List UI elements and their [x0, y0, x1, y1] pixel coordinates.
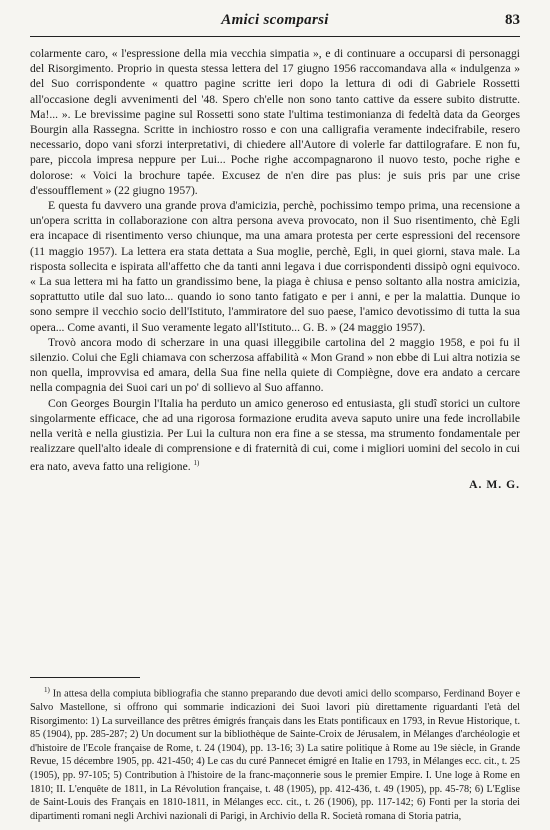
- paragraph-3: Trovò ancora modo di scherzare in una quasi illeggibile cartolina del 2 maggio 1958, e poi fu il silenzio. Colui che Egli chiamava con scherzosa affabilità « Mon Grand » non ebbe di Lui altra notizia se non quella, improvvisa ed amara, della Sua fine nella quiete di Compiègne, dove era andato a cercare nella compagnia dei Suoi cari un po' di sollievo al Suo affanno.: [30, 335, 520, 395]
- footnote-divider: [30, 677, 140, 678]
- footnote-1: [30, 684, 520, 823]
- author-initials: A. M. G.: [469, 477, 520, 491]
- footnote-text: In attesa della compiuta bibliografia che stanno preparando due devoti amici dello scomparso, Ferdinand Boyer e Salvo Mastellone, si offrono qui sommarie indicazioni dei Suoi lavori più direttamente riguardanti l'età del Risorgimento: 1) La surveillance des prêtres émigrés français dans les Etats pontificaux en 1793, in Revue Historique, t. 85 (1904), pp. 285-287; 2) Un document sur la bibliothèque de Sainte-Croix de Jérusalem, in Mélanges d'archéologie et d'histoire de l'Ecole française de Rome, t. 24 (1904), pp. 13-16; 3) La satire politique à Rome au 19e siècle, in Grande Revue, 15 décembre 1905, pp. 421-450; 4) Le cas du curé Pannecet émigré en Italie en 1793, in Mélanges ecc. cit., t. 25 (1905), pp. 97-105; 5) Contribution à l'histoire de la franc-maçonnerie sous le premier Empire. I. Une loge à Rome en 1810; II. L'enquête de 1811, in La Révolution française, t. 48 (1905), pp. 412-436, t. 49 (1905), pp. 45-78; 6) L'Eglise de Saint-Louis des Français en 1810-1811, in Mélanges ecc. cit., t. 26 (1906), pp. 117-142; 6) Fonti per la storia dei dipartimenti romani negli Archivi nazionali di Parigi, in Archivio della R. Società romana di Storia patria,: [30, 688, 520, 822]
- paragraph-4-text: Con Georges Bourgin l'Italia ha perduto un amico generoso ed entusiasta, gli studî storici un cultore singolarmente efficace, che ad una rigorosa formazione erudita aveva saputo unire una fede incrollabile nella verità e nella giustizia. Per Lui la cultura non era fine a se stessa, ma strumento fondamentale per realizzare quell'alto ideale di comprensione e di fraternità di cui, come i migliori uomini del secolo in cui era nato, aveva fatto una religione.: [30, 396, 520, 474]
- running-title: Amici scomparsi: [221, 12, 329, 28]
- page-number: 83: [505, 12, 520, 28]
- footnote: [30, 684, 520, 823]
- main-text: [30, 46, 520, 492]
- footnote-reference: 1): [193, 459, 200, 468]
- paragraph-2: E questa fu davvero una grande prova d'amicizia, perchè, pochissimo tempo prima, una recensione a un'opera scritta in collaborazione con altra persona aveva provocato, non il Suo risentimento, chè Egli era incapace di risentimento verso chiunque, ma una amara protesta per certe espressioni del recensore (11 maggio 1957). La lettera era stata dettata a Sua moglie, perchè, Egli, in quei giorni, stava male. La risposta sollecita e ispirata all'affetto che da tanti anni legava i due corrispondenti dissipò ogni equivoco. « La sua lettera mi ha fatto un grandissimo bene, la piaga è chiusa e penso soltanto alla nostra amicizia, soprattutto utile dal suo lato... quando io sono tanto fatigato e per i anni, e per la malattia. Dunque io sono sempre il vecchio socio dell'Istituto, l'ammiratore del suo paese, l'amico devotissimo di tutta la sua opera... Come avanti, il Suo veramente legato all'Istituto... G. B. » (24 maggio 1957).: [30, 199, 520, 334]
- paragraph-4: [30, 396, 520, 475]
- footnote-marker: 1): [44, 686, 50, 694]
- paragraph-1: colarmente caro, « l'espressione della mia vecchia simpatia », e di continuare a occuparsi di personaggi del Risorgimento. Proprio in questa stessa lettera del 17 giugno 1956 raccomandava alla « indulgenza » del Suo corrispondente « quattro pagine scritte ieri dopo la lettura di odi di Gabriele Rossetti all'occasione degli avvenimenti del '48. Spero ch'elle non sono tanto cattive da essere subito distrutte. Ma!... ». Le brevissime pagine sul Rossetti sono state l'ultima testimonianza di fedeltà data da Georges Bourgin alla Rassegna. Scritte in inchiostro rosso e con una calligrafia veramente indecifrabile, resero necessario, dopo vani sforzi interpretativi, di chiedere all'Autore di volerle far dattilografare. E non fu, pare, piccola impresa neppure per Lui... Poche righe accompagnarono il nuovo testo, poche righe e dolorose: « Voici la brochure tapée. Excusez de n'en dire pas plus: je suis pris par une crise d'essoufflement » (22 giugno 1957).: [30, 47, 520, 197]
- running-header: [30, 10, 520, 37]
